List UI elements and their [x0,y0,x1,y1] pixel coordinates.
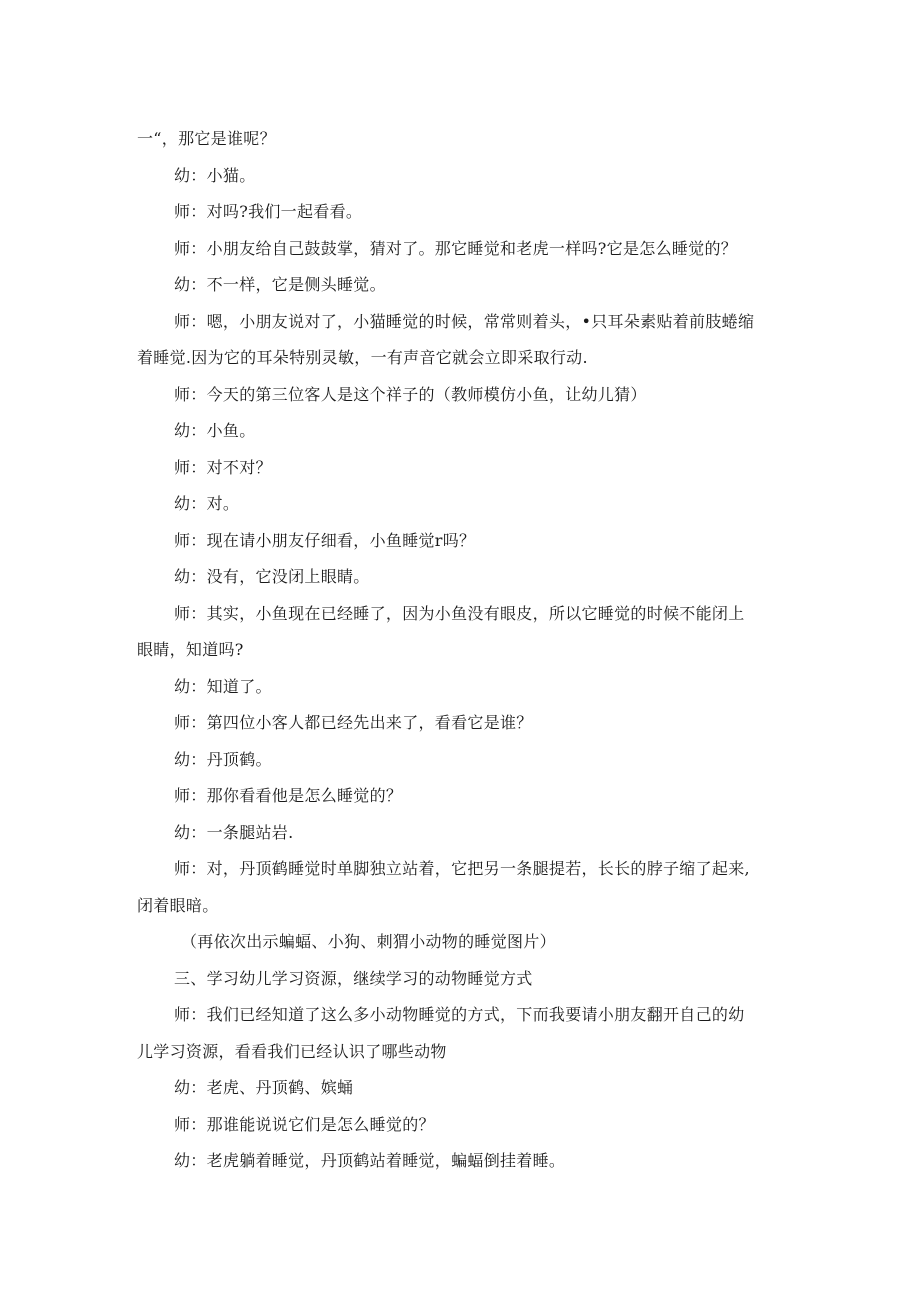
text-line-28: 师：那谁能说说它们是怎么睡觉的？ [174,1114,435,1134]
text-line-16: 幼：知道了。 [174,676,272,696]
text-line-24: 三、学习幼儿学习资源，继续学习的动物睡觉方式 [174,968,533,988]
text-line-12: 师：现在请小朋友仔细看，小鱼睡觉r吗？ [174,530,476,550]
text-line-22: 闭着眼暗。 [137,895,219,915]
text-line-17: 师：第四位小客人都已经先出来了，看看它是谁？ [174,713,533,732]
text-line-2: 幼：小猫。 [174,165,256,185]
text-line-11: 幼：对。 [174,494,240,513]
text-line-23: （再依次出示蝙蝠、小狗、刺猬小动物的睡觉图片） [181,932,556,951]
text-line-7: 着睡觉.因为它的耳朵特别灵敏，一有声音它就会立即采取行动. [137,348,588,367]
text-line-19: 师：那你看看他是怎么睡觉的？ [174,786,403,805]
text-line-25: 师：我们已经知道了这么多小动物睡觉的方式，下而我要请小朋友翻开自己的幼 [174,1005,745,1024]
text-line-15: 眼睛，知道吗? [137,640,244,659]
text-line-26: 儿学习资源，看看我们已经认识了哪些动物 [137,1041,447,1061]
text-line-4: 师：小朋友给自己鼓鼓掌，猜对了。那它睡觉和老虎一样吗?它是怎么睡觉的？ [174,238,738,258]
text-line-8: 师：今天的第三位客人是这个祥子的（教师模仿小鱼，让幼儿猜） [174,384,647,404]
document-body [137,121,787,1180]
text-line-1: 一“，那它是谁呢？ [137,129,276,148]
text-line-6: 师：嗯，小朋友说对了，小猫睡觉的时候，常常则着头，•只耳朵素贴着前肢蜷缩 [174,311,755,331]
text-line-14: 师：其实，小鱼现在已经睡了，因为小鱼没有眼皮，所以它睡觉的时候不能闭上 [174,603,745,623]
text-line-10: 师：对不对？ [174,457,272,477]
text-line-20: 幼：一条腿站岩. [174,822,294,842]
text-line-9: 幼：小鱼。 [174,421,256,440]
text-line-29: 幼：老虎躺着睡觉，丹顶鹤站着睡觉，蝙蝠倒挂着睡。 [174,1151,566,1170]
text-line-21: 师：对，丹顶鹤睡觉时单脚独立站着，它把另一条腿提若，长长的脖子缩了起来, [174,859,750,878]
text-line-3: 师：对吗?我们一起看看。 [174,202,363,221]
text-line-5: 幼：不一样，它是侧头睡觉。 [174,275,386,294]
text-line-27: 幼：老虎、丹顶鹤、嫔蛹 [174,1078,354,1097]
text-line-13: 幼：没有，它没闭上眼睛。 [174,567,370,586]
text-line-18: 幼：丹顶鹤。 [174,749,272,769]
